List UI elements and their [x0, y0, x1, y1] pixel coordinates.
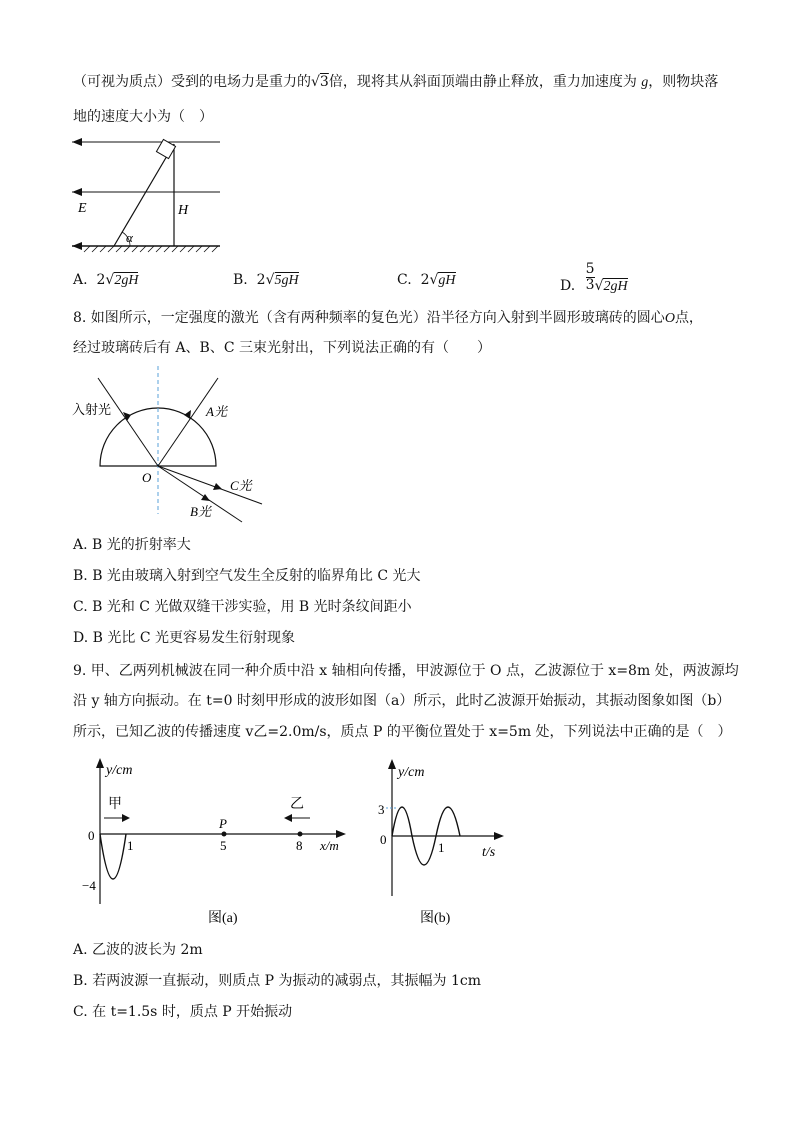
q9-option-c[interactable]: C. 在 t=1.5s 时，质点 P 开始振动: [73, 1004, 293, 1020]
q8-option-b[interactable]: B. B 光由玻璃入射到空气发生全反射的临界角比 C 光大: [73, 568, 421, 584]
q7-option-a[interactable]: A. 2√2gH: [73, 272, 139, 288]
label-E: E: [78, 201, 87, 216]
a-tick-0: 0: [88, 828, 95, 843]
b-caption: 图(b): [420, 911, 451, 926]
semicircle-glass-diagram: [70, 364, 270, 526]
label-B: B光: [190, 504, 211, 519]
a-yi: 乙: [290, 797, 304, 812]
a-ylabel: y/cm: [106, 763, 133, 778]
b-tick-1: 1: [438, 840, 445, 855]
a-P: P: [219, 816, 227, 831]
q8-option-c[interactable]: C. B 光和 C 光做双缝干涉实验，用 B 光时条纹间距小: [73, 599, 412, 615]
a-caption: 图(a): [208, 911, 238, 926]
fraction: $\frac{5}{3}$: [585, 261, 595, 293]
q9-option-b[interactable]: B. 若两波源一直振动，则质点 P 为振动的减弱点，其振幅为 1cm: [73, 973, 481, 989]
q9-option-a[interactable]: A. 乙波的波长为 2m: [73, 942, 203, 958]
wave-graph-a: [82, 756, 352, 931]
q7-line-2: 地的速度大小为（ ）: [73, 109, 213, 125]
q7-line-1: （可视为质点）受到的电场力是重力的√3倍，现将其从斜面顶端由静止释放，重力加速度为 g，则物块落: [73, 74, 719, 90]
q9-line-1: 9. 甲、乙两列机械波在同一种介质中沿 x 轴相向传播，甲波源位于 O 点，乙波源位于 x=8m 处，两波源均: [73, 663, 739, 679]
q9-line-3: 所示，已知乙波的传播速度 v乙=2.0m/s，质点 P 的平衡位置处于 x=5m 处，下列说法中正确的是（ ）: [73, 724, 732, 740]
q9-line-2: 沿 y 轴方向振动。在 t=0 时刻甲形成的波形如图（a）所示，此时乙波源开始振动，其振动图象如图（b）: [73, 693, 731, 709]
q8-option-a[interactable]: A. B 光的折射率大: [73, 537, 191, 553]
a-tick-8: 8: [296, 838, 303, 853]
q9-figure-b: [372, 756, 512, 935]
label-H: H: [178, 203, 189, 218]
a-xlabel: x/m: [320, 838, 339, 853]
b-ylabel: y/cm: [398, 765, 425, 780]
b-xlabel: t/s: [482, 845, 496, 860]
a-jia: 甲: [108, 797, 122, 812]
label-incident: 入射光: [72, 402, 112, 417]
a-tick-m4: −4: [82, 878, 96, 893]
q7-option-d[interactable]: D. $\frac{5}{3}$ √2gH: [560, 261, 628, 294]
q8-option-d[interactable]: D. B 光比 C 光更容易发生衍射现象: [73, 630, 295, 646]
q8-line-1: 8. 如图所示，一定强度的激光（含有两种频率的复色光）沿半径方向入射到半圆形玻璃砖的圆心O点，: [73, 310, 703, 326]
sqrt-symbol: √3: [311, 74, 329, 90]
b-tick-0: 0: [380, 832, 387, 847]
a-tick-1: 1: [127, 838, 134, 853]
q7-figure: [70, 132, 230, 260]
q7-option-b[interactable]: B. 2√5gH: [233, 272, 299, 288]
point-8: [298, 832, 303, 837]
vibration-graph-b: [372, 756, 512, 931]
q7-option-c[interactable]: C. 2√gH: [397, 272, 456, 288]
label-A: A光: [206, 404, 227, 419]
point-P: [222, 832, 227, 837]
q8-figure: [70, 364, 270, 530]
label-C: C光: [230, 478, 252, 493]
a-tick-5: 5: [220, 838, 227, 853]
label-alpha: α: [126, 230, 133, 245]
b-tick-3: 3: [378, 802, 385, 817]
label-O: O: [142, 470, 152, 485]
incline-field-diagram: [70, 132, 230, 256]
q8-line-2: 经过玻璃砖后有 A、B、C 三束光射出，下列说法正确的有（ ）: [73, 340, 492, 356]
q9-figure-a: [82, 756, 352, 935]
